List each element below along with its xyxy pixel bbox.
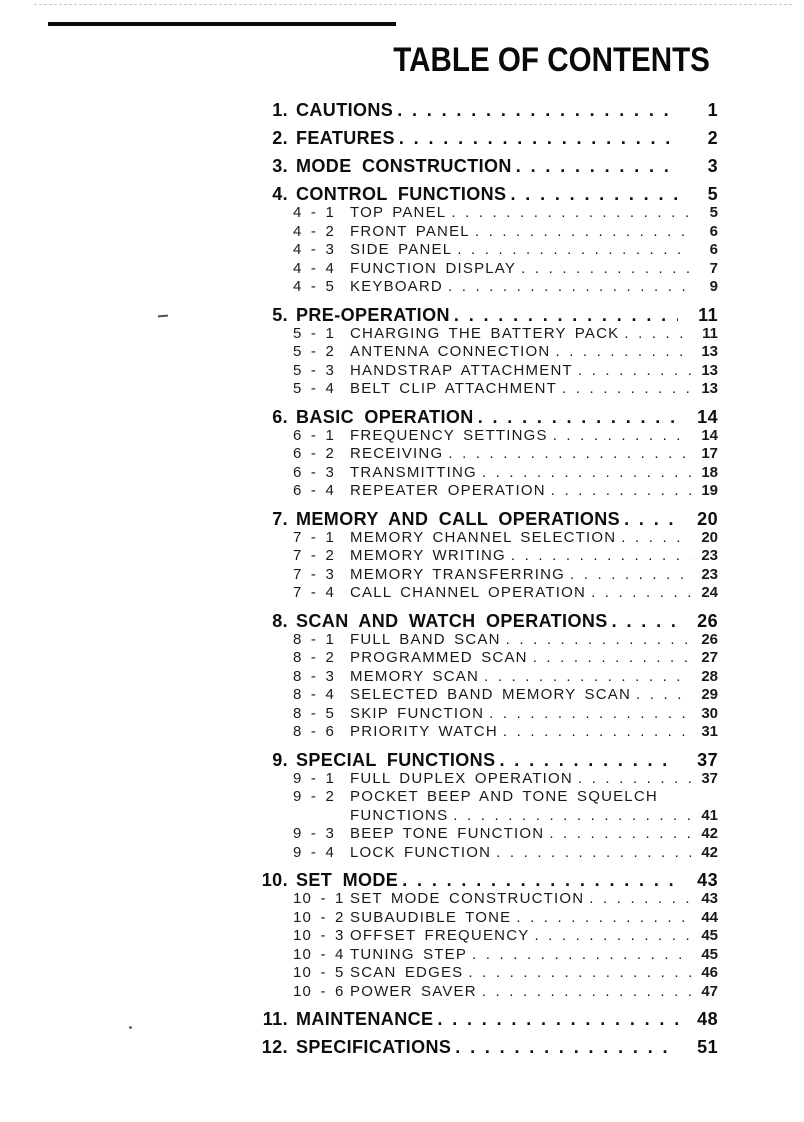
entry-label: MODE CONSTRUCTION: [296, 156, 512, 176]
entry-page: 28: [701, 667, 718, 685]
dot-leader: [443, 278, 691, 297]
dot-leader: [529, 927, 691, 946]
subentry-label: MEMORY TRANSFERRING: [350, 565, 565, 583]
dot-leader: [450, 306, 678, 325]
toc-section: [250, 1038, 718, 1057]
entry-page: 44: [701, 908, 718, 926]
entry-page: 30: [701, 704, 718, 722]
dot-leader: [548, 427, 691, 446]
subentry-label: FULL DUPLEX OPERATION: [350, 769, 573, 787]
toc-subentry: [250, 362, 718, 381]
toc-entry: [250, 157, 718, 176]
toc-subentry: [250, 427, 718, 446]
subentry-label: MEMORY SCAN: [350, 667, 480, 685]
toc-section: [250, 157, 718, 176]
subentry-label: OFFSET FREQUENCY: [350, 927, 530, 944]
subentry-number: 5 - 3: [293, 361, 336, 379]
entry-label: MEMORY AND CALL OPERATIONS: [296, 508, 621, 529]
subentry-label: PROGRAMMED SCAN: [350, 649, 528, 666]
scan-artifact-dot: [129, 1026, 132, 1029]
dot-leader: [506, 547, 691, 566]
subentry-number: 4 - 5: [293, 278, 336, 295]
toc-section: [250, 185, 718, 297]
subentry-label: BELT CLIP ATTACHMENT: [350, 380, 557, 397]
entry-label: SET MODE: [296, 870, 399, 890]
toc-subentry: [250, 278, 718, 297]
toc-entry: [250, 1038, 718, 1057]
dot-leader: [528, 649, 691, 668]
entry-page: 51: [697, 1037, 718, 1057]
subentry-label: FRONT PANEL: [350, 222, 470, 240]
subentry-number: 6 - 2: [293, 445, 336, 462]
entry-page: 1: [707, 100, 718, 120]
entry-page: 23: [701, 547, 718, 564]
toc-subentry: [250, 964, 718, 983]
toc-subentry: [250, 566, 718, 585]
entry-number: 10.: [261, 870, 288, 890]
entry-number: 9.: [272, 749, 288, 770]
entry-page: 46: [701, 964, 718, 981]
dot-leader: [511, 909, 691, 928]
entry-page: 3: [707, 156, 718, 176]
subentry-number: 9 - 4: [293, 843, 336, 861]
toc-subentry: [250, 668, 718, 687]
entry-page: 26: [701, 630, 718, 648]
subentry-number: 10 - 5: [293, 964, 345, 981]
entry-page: 14: [697, 406, 718, 427]
dot-leader: [433, 1010, 678, 1029]
subentry-number: 5 - 2: [293, 343, 336, 360]
subentry-label: SIDE PANEL: [350, 241, 453, 258]
entry-page: 23: [701, 565, 718, 583]
toc-subentry: [250, 927, 718, 946]
entry-number: 6.: [272, 406, 288, 427]
entry-page: 7: [709, 259, 718, 277]
entry-page: 43: [697, 870, 718, 890]
toc-subentry: [250, 204, 718, 223]
entry-page: 20: [697, 508, 718, 529]
subentry-label: PRIORITY WATCH: [350, 723, 498, 740]
subentry-number: 8 - 2: [293, 649, 336, 666]
dot-leader: [463, 964, 691, 983]
subentry-number: 10 - 1: [293, 890, 345, 907]
toc-subentry: [250, 260, 718, 279]
toc-entry: [250, 185, 718, 204]
entry-page: 42: [701, 825, 718, 842]
entry-page: 37: [697, 749, 718, 770]
subentry-label: FUNCTIONS: [350, 806, 449, 824]
entry-page: 13: [701, 361, 718, 379]
toc-subentry: [250, 547, 718, 566]
entry-page: 11: [702, 324, 718, 342]
entry-number: 11.: [262, 1009, 288, 1029]
toc-subentry: [250, 825, 718, 844]
toc-subentry: [250, 343, 718, 362]
subentry-number: 7 - 3: [293, 565, 336, 583]
subentry-number: 10 - 6: [293, 982, 345, 1000]
dot-leader: [631, 686, 691, 705]
page-title: TABLE OF CONTENTS: [393, 40, 710, 79]
dot-leader: [443, 445, 691, 464]
entry-page: 42: [701, 843, 718, 861]
subentry-label: FUNCTION DISPLAY: [350, 259, 517, 277]
subentry-number: 9 - 2: [293, 788, 336, 805]
entry-number: 5.: [272, 304, 288, 325]
subentry-label: SKIP FUNCTION: [350, 704, 485, 722]
toc-entry: [250, 510, 718, 529]
toc-subentry: [250, 241, 718, 260]
subentry-label: TOP PANEL: [350, 204, 447, 221]
toc-entry: [250, 101, 718, 120]
dot-leader: [573, 362, 691, 381]
subentry-number: 7 - 2: [293, 547, 336, 564]
dot-leader: [446, 204, 691, 223]
toc-subentry: [250, 983, 718, 1002]
subentry-label: RECEIVING: [350, 445, 444, 462]
entry-page: 2: [707, 128, 718, 148]
toc-subentry: [250, 788, 718, 807]
toc-subentry: [250, 649, 718, 668]
dot-leader: [516, 260, 691, 279]
entry-number: 4.: [272, 184, 288, 204]
entry-label: PRE-OPERATION: [296, 304, 450, 325]
toc-section: [250, 612, 718, 742]
entry-number: 2.: [272, 128, 288, 148]
toc-subentry: [250, 529, 718, 548]
dot-leader: [512, 157, 678, 176]
entry-label: SCAN AND WATCH OPERATIONS: [296, 610, 608, 631]
entry-page: 48: [697, 1009, 718, 1029]
dot-leader: [544, 825, 691, 844]
subentry-number: 6 - 4: [293, 482, 336, 499]
entry-page: 11: [698, 304, 718, 325]
entry-page: 20: [701, 528, 718, 546]
subentry-number: 9 - 1: [293, 769, 336, 787]
toc-section: [250, 101, 718, 120]
subentry-label: CHARGING THE BATTERY PACK: [350, 324, 620, 342]
dot-leader: [557, 380, 691, 399]
entry-page: 27: [701, 649, 718, 666]
entry-number: 1.: [272, 100, 288, 120]
toc-entry: [250, 751, 718, 770]
dot-leader: [608, 612, 678, 631]
dot-leader: [586, 584, 691, 603]
entry-page: 6: [709, 222, 718, 240]
toc-entry: [250, 129, 718, 148]
subentry-label: KEYBOARD: [350, 278, 443, 295]
subentry-number: 7 - 1: [293, 528, 336, 546]
toc-subentry: [250, 686, 718, 705]
toc-subentry: [250, 380, 718, 399]
toc-entry: [250, 612, 718, 631]
subentry-number: 10 - 4: [293, 945, 345, 963]
entry-page: 24: [701, 584, 718, 601]
entry-page: 37: [701, 769, 718, 787]
entry-number: 7.: [272, 508, 288, 529]
toc-section: [250, 751, 718, 863]
dot-leader: [495, 751, 678, 770]
dot-leader: [398, 871, 678, 890]
entry-number: 3.: [272, 156, 288, 176]
entry-label: BASIC OPERATION: [296, 406, 474, 427]
subentry-label: HANDSTRAP ATTACHMENT: [350, 361, 573, 379]
toc-entry: [250, 306, 718, 325]
toc-subentry: [250, 770, 718, 789]
dot-leader: [395, 129, 678, 148]
toc-entry: [250, 871, 718, 890]
entry-label: CONTROL FUNCTIONS: [296, 184, 507, 204]
entry-label: CAUTIONS: [296, 100, 394, 120]
subentry-number: 8 - 4: [293, 686, 336, 703]
subentry-number: 4 - 4: [293, 259, 336, 277]
entry-page: 31: [701, 723, 718, 740]
toc-subentry: [250, 223, 718, 242]
toc-subentry: [250, 464, 718, 483]
dot-leader: [501, 631, 691, 650]
subentry-number: 5 - 1: [293, 324, 336, 342]
dot-leader: [477, 983, 691, 1002]
header-rule: [48, 22, 396, 26]
entry-page: 19: [701, 482, 718, 499]
entry-label: SPECIFICATIONS: [296, 1037, 452, 1057]
subentry-number: 7 - 4: [293, 584, 336, 601]
toc-subentry-continuation: [250, 807, 718, 826]
toc-subentry: [250, 705, 718, 724]
dot-leader: [474, 408, 678, 427]
dot-leader: [479, 668, 691, 687]
dot-leader: [584, 890, 691, 909]
entry-page: 45: [701, 945, 718, 963]
subentry-label: ANTENNA CONNECTION: [350, 343, 551, 360]
entry-page: 9: [709, 278, 718, 295]
entry-page: 14: [701, 426, 718, 444]
entry-page: 45: [701, 927, 718, 944]
subentry-label: FREQUENCY SETTINGS: [350, 426, 548, 444]
toc-subentry: [250, 445, 718, 464]
entry-page: 5: [707, 184, 718, 204]
entry-page: 5: [709, 204, 718, 221]
toc-subentry: [250, 946, 718, 965]
entry-page: 29: [701, 686, 718, 703]
dot-leader: [452, 241, 691, 260]
entry-page: 18: [701, 463, 718, 481]
subentry-label: BEEP TONE FUNCTION: [350, 825, 545, 842]
dot-leader: [467, 946, 691, 965]
dot-leader: [550, 343, 691, 362]
toc-subentry: [250, 909, 718, 928]
subentry-number: 10 - 2: [293, 908, 345, 926]
subentry-label: SELECTED BAND MEMORY SCAN: [350, 686, 631, 703]
dot-leader: [491, 844, 691, 863]
dot-leader: [451, 1038, 678, 1057]
subentry-number: 6 - 1: [293, 426, 336, 444]
toc-section: [250, 129, 718, 148]
subentry-number: 4 - 1: [293, 204, 336, 221]
subentry-label: POWER SAVER: [350, 982, 477, 1000]
dot-leader: [477, 464, 691, 483]
dot-leader: [506, 185, 678, 204]
subentry-number: 8 - 5: [293, 704, 336, 722]
toc-list: [250, 101, 718, 1066]
dot-leader: [393, 101, 678, 120]
entry-page: 6: [709, 241, 718, 258]
subentry-number: 10 - 3: [293, 927, 345, 944]
dot-leader: [616, 529, 691, 548]
subentry-label: FULL BAND SCAN: [350, 630, 501, 648]
entry-page: 43: [701, 890, 718, 907]
toc-subentry: [250, 631, 718, 650]
entry-page: 13: [701, 343, 718, 360]
subentry-label: CALL CHANNEL OPERATION: [350, 584, 587, 601]
entry-label: FEATURES: [296, 128, 395, 148]
dot-leader: [620, 510, 678, 529]
subentry-number: 5 - 4: [293, 380, 336, 397]
subentry-label: MEMORY WRITING: [350, 547, 506, 564]
scan-artifact-dash: [158, 315, 168, 318]
toc-section: [250, 871, 718, 1001]
entry-number: 8.: [272, 610, 288, 631]
subentry-number: 8 - 3: [293, 667, 336, 685]
subentry-number: 4 - 2: [293, 222, 336, 240]
toc-section: [250, 510, 718, 603]
dot-leader: [498, 723, 691, 742]
subentry-label: POCKET BEEP AND TONE SQUELCH: [350, 788, 658, 805]
entry-page: 47: [701, 982, 718, 1000]
entry-label: MAINTENANCE: [296, 1009, 434, 1029]
subentry-number: 9 - 3: [293, 825, 336, 842]
subentry-number: 8 - 6: [293, 723, 336, 740]
subentry-label: TUNING STEP: [350, 945, 468, 963]
scan-artifact-line: [34, 4, 792, 5]
toc-section: [250, 306, 718, 399]
toc-subentry: [250, 890, 718, 909]
entry-label: SPECIAL FUNCTIONS: [296, 749, 496, 770]
subentry-label: MEMORY CHANNEL SELECTION: [350, 528, 617, 546]
subentry-label: LOCK FUNCTION: [350, 843, 492, 861]
subentry-label: REPEATER OPERATION: [350, 482, 546, 499]
dot-leader: [484, 705, 691, 724]
entry-page: 17: [701, 445, 718, 462]
toc-subentry: [250, 325, 718, 344]
toc-subentry: [250, 584, 718, 603]
entry-page: 13: [701, 380, 718, 397]
entry-number: 12.: [261, 1037, 288, 1057]
toc-section: [250, 408, 718, 501]
dot-leader: [546, 482, 691, 501]
dot-leader: [573, 770, 691, 789]
subentry-number: 8 - 1: [293, 630, 336, 648]
toc-subentry: [250, 844, 718, 863]
subentry-label: SUBAUDIBLE TONE: [350, 908, 512, 926]
entry-page: 26: [697, 610, 718, 631]
subentry-number: 6 - 3: [293, 463, 336, 481]
subentry-label: SCAN EDGES: [350, 964, 464, 981]
toc-entry: [250, 408, 718, 427]
subentry-label: TRANSMITTING: [350, 463, 477, 481]
dot-leader: [470, 223, 691, 242]
toc-subentry: [250, 723, 718, 742]
subentry-number: 4 - 3: [293, 241, 336, 258]
dot-leader: [565, 566, 691, 585]
toc-section: [250, 1010, 718, 1029]
toc-entry: [250, 1010, 718, 1029]
subentry-label: SET MODE CONSTRUCTION: [350, 890, 585, 907]
entry-page: 41: [701, 806, 718, 824]
dot-leader: [448, 807, 691, 826]
toc-subentry: [250, 482, 718, 501]
dot-leader: [619, 325, 691, 344]
